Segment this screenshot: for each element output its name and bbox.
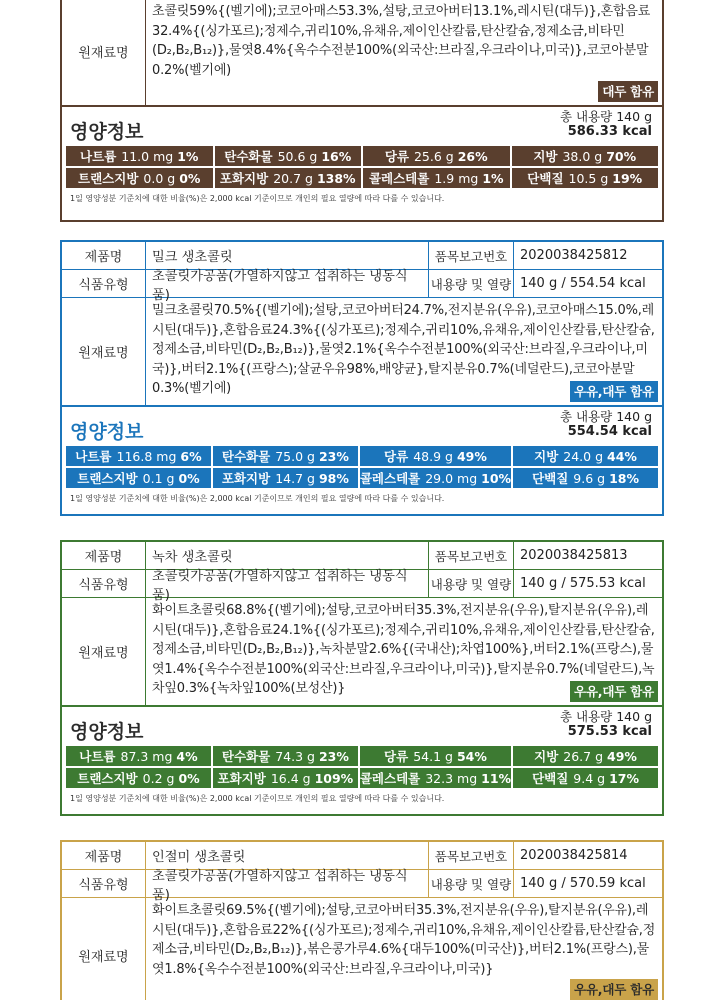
nutrient-label: 당류	[384, 149, 409, 164]
nutrient-trans	[66, 168, 213, 188]
nutrient-carbs	[213, 746, 358, 766]
product-name-label: 제품명	[62, 242, 146, 269]
nutrient-pct: 10%	[481, 470, 512, 486]
food-type-label: 식품유형	[62, 270, 146, 297]
product-panel-4	[60, 840, 664, 1000]
nutrition-header	[62, 106, 662, 146]
ingredients-value: 화이트초콜릿68.8%{(벨기에);설탕,코코아버터35.3%,전지분유(우유),탈지분유(우유),레시틴(대두)},혼합음료24.1%{(싱가포르);정제수,귀리10%,유채유,제이인산칼륨,탄산칼슘,정제소금,비타민(D₂,B₂,B₁₂)},녹차분말2.6%{(국내산);차엽100%},버터2.1%(프랑스),물엿1.4%{옥수수전분100%(외국산:브라질,우크라이나,미국)},탈지분유0.7%(네덜란드),녹차잎0.3%{녹차잎100%(보성산)}	[152, 603, 655, 696]
ingredients-row	[62, 898, 662, 1000]
nutrient-amount: 10.5 g	[568, 170, 609, 186]
nutrient-label: 단백질	[532, 771, 569, 786]
nutrient-sodium	[66, 746, 211, 766]
nutrient-pct: 54%	[456, 748, 487, 764]
food-type-value: 초콜릿가공품(가열하지않고 섭취하는 냉동식품)	[152, 568, 408, 603]
nutrient-label: 지방	[533, 149, 558, 164]
total-content: 총 내용량 140 g	[559, 709, 652, 724]
allergen-badge: 우유,대두 함유	[570, 681, 658, 703]
nutrient-amount: 32.3 mg	[425, 770, 478, 786]
nutrient-amount: 116.8 mg	[116, 448, 177, 464]
nutrient-sat	[213, 768, 358, 788]
nutrient-pct: 109%	[314, 770, 354, 786]
nutrient-pct: 0%	[178, 770, 200, 786]
nutrient-chol	[360, 468, 511, 488]
nutrient-amount: 16.4 g	[270, 770, 311, 786]
nutrient-amount: 0.2 g	[142, 770, 175, 786]
nutrient-amount: 20.7 g	[273, 170, 313, 186]
ingredients-value: 초콜릿59%{(벨기에);코코아매스53.3%,설탕,코코아버터13.1%,레시틴(대두)},혼합음료32.4%{(싱가포르);정제수,귀리10%,유채유,제이인산칼륨,탄산칼슘,정제소금,비타민(D₂,B₂,B₁₂)},물엿8.4%{옥수수전분100%(외국산:브라질,우크라이나,미국)},코코아분말0.2%(벨기에)	[152, 4, 651, 78]
nutrient-pct: 138%	[316, 170, 356, 186]
nutrient-fat	[512, 146, 659, 166]
nutrient-label: 나트륨	[75, 449, 112, 464]
nutrient-chol	[363, 168, 510, 188]
nutrient-label: 포화지방	[221, 471, 271, 486]
nutrient-amount: 25.6 g	[413, 148, 454, 164]
product-panel-3	[60, 540, 664, 816]
nutrient-label: 탄수화물	[224, 149, 273, 164]
nutrient-amount: 24.0 g	[563, 448, 604, 464]
nutrient-pct: 11%	[481, 770, 512, 786]
nutrition-note: 1일 영양성분 기준치에 대한 비율(%)은 2,000 kcal 기준이므로 개인의 필요 열량에 따라 다를 수 있습니다.	[70, 194, 445, 203]
nutrient-label: 탄수화물	[221, 449, 271, 464]
nutrient-trans	[66, 768, 211, 788]
food-type-label: 식품유형	[62, 570, 146, 597]
nutrient-pct: 70%	[606, 148, 637, 164]
nutrient-amount: 87.3 mg	[120, 748, 173, 764]
nutrient-amount: 54.1 g	[413, 748, 453, 764]
food-type-row	[62, 868, 662, 903]
nutrition-title: 영양정보	[70, 421, 144, 443]
nutrition-grid	[62, 146, 662, 188]
ingredients-value: 밀크초콜릿70.5%{(벨기에);설탕,코코아버터24.7%,전지분유(우유),코코아매스15.0%,레시틴(대두)},혼합음료24.3%{(싱가포르);정제수,귀리10%,유채유,제이인산칼륨,탄산칼슘,정제소금,비타민(D₂,B₂,B₁₂)},물엿2.1%{옥수수전분100%(외국산:브라질,우크라이나,미국)},버터2.1%{(프랑스);살균우유98%,배양균},탈지분유0.7%(네덜란드),코코아분말0.3%(벨기에)	[152, 303, 655, 396]
product-name-value: 밀크 생초콜릿	[152, 250, 233, 265]
nutrient-label: 포화지방	[219, 171, 269, 186]
ingredients-value: 화이트초콜릿69.5%{(벨기에);설탕,코코아버터35.3%,전지분유(우유),탈지분유(우유),레시틴(대두)},혼합음료22%{(싱가포르);정제수,귀리10%,유채유,제이인산칼륨,탄산칼슘,정제소금,비타민(D₂,B₂,B₁₂)},볶은콩가루4.6%{대두100%(미국산)},버터2.1%(프랑스),물엿1.8%{옥수수전분100%(외국산:브라질,우크라이나,미국)}	[152, 903, 656, 977]
nutrient-amount: 29.0 mg	[425, 470, 478, 486]
nutrient-label: 트랜스지방	[78, 171, 139, 186]
nutrient-sugar	[363, 146, 510, 166]
nutrition-total	[560, 109, 652, 139]
product-name-value: 인절미 생초콜릿	[152, 850, 246, 865]
food-type-value: 초콜릿가공품(가열하지않고 섭취하는 냉동식품)	[152, 268, 408, 303]
nutrient-pct: 6%	[180, 448, 202, 464]
nutrient-pct: 4%	[176, 748, 198, 764]
nutrient-pct: 18%	[609, 470, 640, 486]
nutrient-protein	[513, 768, 658, 788]
nutrient-pct: 1%	[177, 148, 199, 164]
nutrient-pct: 26%	[457, 148, 488, 164]
nutrient-label: 탄수화물	[221, 749, 271, 764]
allergen-badge: 우유,대두 함유	[570, 979, 658, 1000]
nutrient-protein	[513, 468, 658, 488]
nutrition-title: 영양정보	[70, 121, 144, 143]
product-name-label: 제품명	[62, 542, 146, 569]
nutrient-label: 트랜스지방	[77, 771, 138, 786]
nutrient-pct: 49%	[456, 448, 487, 464]
allergen-badge: 우유,대두 함유	[570, 381, 658, 403]
nutrition-total	[560, 709, 652, 739]
ingredients-label: 원재료명	[62, 898, 146, 1000]
nutrient-protein	[512, 168, 659, 188]
product-panel-1	[60, 0, 664, 222]
nutrient-amount: 9.4 g	[573, 770, 606, 786]
product-panel-2	[60, 240, 664, 516]
food-type-label: 식품유형	[62, 870, 146, 897]
nutrition-grid	[62, 446, 662, 488]
nutrient-fat	[513, 746, 658, 766]
nutrient-amount: 11.0 mg	[121, 148, 174, 164]
nutrient-label: 트랜스지방	[77, 471, 138, 486]
nutrition-title: 영양정보	[70, 721, 144, 743]
nutrient-label: 단백질	[532, 471, 569, 486]
report-no-label: 품목보고번호	[428, 842, 514, 869]
nutrient-amount: 9.6 g	[573, 470, 606, 486]
food-type-value: 초콜릿가공품(가열하지않고 섭취하는 냉동식품)	[152, 868, 408, 903]
nutrient-pct: 1%	[482, 170, 504, 186]
nutrient-pct: 16%	[321, 148, 352, 164]
nutrient-sodium	[66, 146, 213, 166]
ingredients-row	[62, 0, 662, 106]
nutrient-chol	[360, 768, 511, 788]
content-label: 내용량 및 열량	[428, 870, 514, 897]
nutrient-label: 콜레스테롤	[359, 471, 421, 486]
nutrient-label: 지방	[534, 749, 559, 764]
nutrient-label: 나트륨	[79, 749, 116, 764]
nutrient-amount: 0.0 g	[143, 170, 176, 186]
nutrient-label: 나트륨	[80, 149, 117, 164]
nutrient-sugar	[360, 446, 511, 466]
nutrition-header	[62, 706, 662, 746]
nutrient-sat	[213, 468, 358, 488]
content-label: 내용량 및 열량	[428, 570, 514, 597]
nutrient-label: 콜레스테롤	[368, 171, 430, 186]
nutrient-pct: 44%	[607, 448, 637, 464]
ingredients-label: 원재료명	[62, 298, 146, 405]
product-name-value: 녹차 생초콜릿	[152, 550, 233, 565]
nutrient-pct: 17%	[609, 770, 640, 786]
nutrient-pct: 49%	[607, 748, 637, 764]
product-name-label: 제품명	[62, 842, 146, 869]
nutrient-pct: 0%	[179, 170, 201, 186]
nutrient-sat	[215, 168, 362, 188]
ingredients-text	[146, 0, 662, 105]
report-no-value: 2020038425812	[520, 248, 628, 263]
nutrient-label: 포화지방	[217, 771, 266, 786]
ingredients-text	[146, 898, 662, 1000]
nutrient-label: 단백질	[527, 171, 564, 186]
nutrient-pct: 23%	[318, 448, 349, 464]
report-no-label: 품목보고번호	[428, 242, 514, 269]
nutrient-label: 당류	[384, 449, 409, 464]
total-kcal: 554.54 kcal	[567, 424, 652, 439]
report-no-value: 2020038425814	[520, 848, 628, 863]
nutrition-total	[560, 409, 652, 439]
report-no-label: 품목보고번호	[428, 542, 514, 569]
total-kcal: 575.53 kcal	[567, 724, 652, 739]
nutrient-amount: 14.7 g	[275, 470, 315, 486]
ingredients-row	[62, 598, 662, 706]
nutrition-note: 1일 영양성분 기준치에 대한 비율(%)은 2,000 kcal 기준이므로 개인의 필요 열량에 따라 다를 수 있습니다.	[70, 794, 445, 803]
total-kcal: 586.33 kcal	[567, 124, 652, 139]
content-label: 내용량 및 열량	[428, 270, 514, 297]
nutrient-label: 지방	[534, 449, 559, 464]
nutrient-trans	[66, 468, 211, 488]
nutrient-amount: 50.6 g	[277, 148, 318, 164]
ingredients-text	[146, 298, 662, 405]
content-value: 140 g / 554.54 kcal	[520, 276, 646, 291]
nutrient-amount: 0.1 g	[142, 470, 175, 486]
nutrient-amount: 26.7 g	[563, 748, 604, 764]
nutrient-amount: 1.9 mg	[434, 170, 479, 186]
ingredients-text	[146, 598, 662, 705]
nutrient-label: 당류	[384, 749, 409, 764]
total-content: 총 내용량 140 g	[559, 109, 652, 124]
nutrient-label: 콜레스테롤	[359, 771, 421, 786]
nutrient-amount: 38.0 g	[562, 148, 603, 164]
food-type-row	[62, 268, 662, 303]
content-value: 140 g / 575.53 kcal	[520, 576, 646, 591]
nutrient-carbs	[215, 146, 362, 166]
nutrition-header	[62, 406, 662, 446]
total-content: 총 내용량 140 g	[559, 409, 652, 424]
nutrient-sodium	[66, 446, 211, 466]
nutrient-pct: 0%	[178, 470, 200, 486]
nutrition-grid	[62, 746, 662, 788]
nutrient-amount: 74.3 g	[275, 748, 315, 764]
nutrient-pct: 19%	[612, 170, 643, 186]
nutrient-sugar	[360, 746, 511, 766]
allergen-badge: 대두 함유	[598, 81, 658, 103]
nutrient-pct: 98%	[318, 470, 349, 486]
ingredients-row	[62, 298, 662, 406]
ingredients-label: 원재료명	[62, 598, 146, 705]
food-type-row	[62, 568, 662, 603]
nutrient-amount: 48.9 g	[413, 448, 453, 464]
content-value: 140 g / 570.59 kcal	[520, 876, 646, 891]
ingredients-label: 원재료명	[62, 0, 146, 105]
nutrient-carbs	[213, 446, 358, 466]
nutrient-fat	[513, 446, 658, 466]
nutrient-pct: 23%	[318, 748, 349, 764]
nutrient-amount: 75.0 g	[275, 448, 315, 464]
nutrition-note: 1일 영양성분 기준치에 대한 비율(%)은 2,000 kcal 기준이므로 개인의 필요 열량에 따라 다를 수 있습니다.	[70, 494, 445, 503]
report-no-value: 2020038425813	[520, 548, 628, 563]
